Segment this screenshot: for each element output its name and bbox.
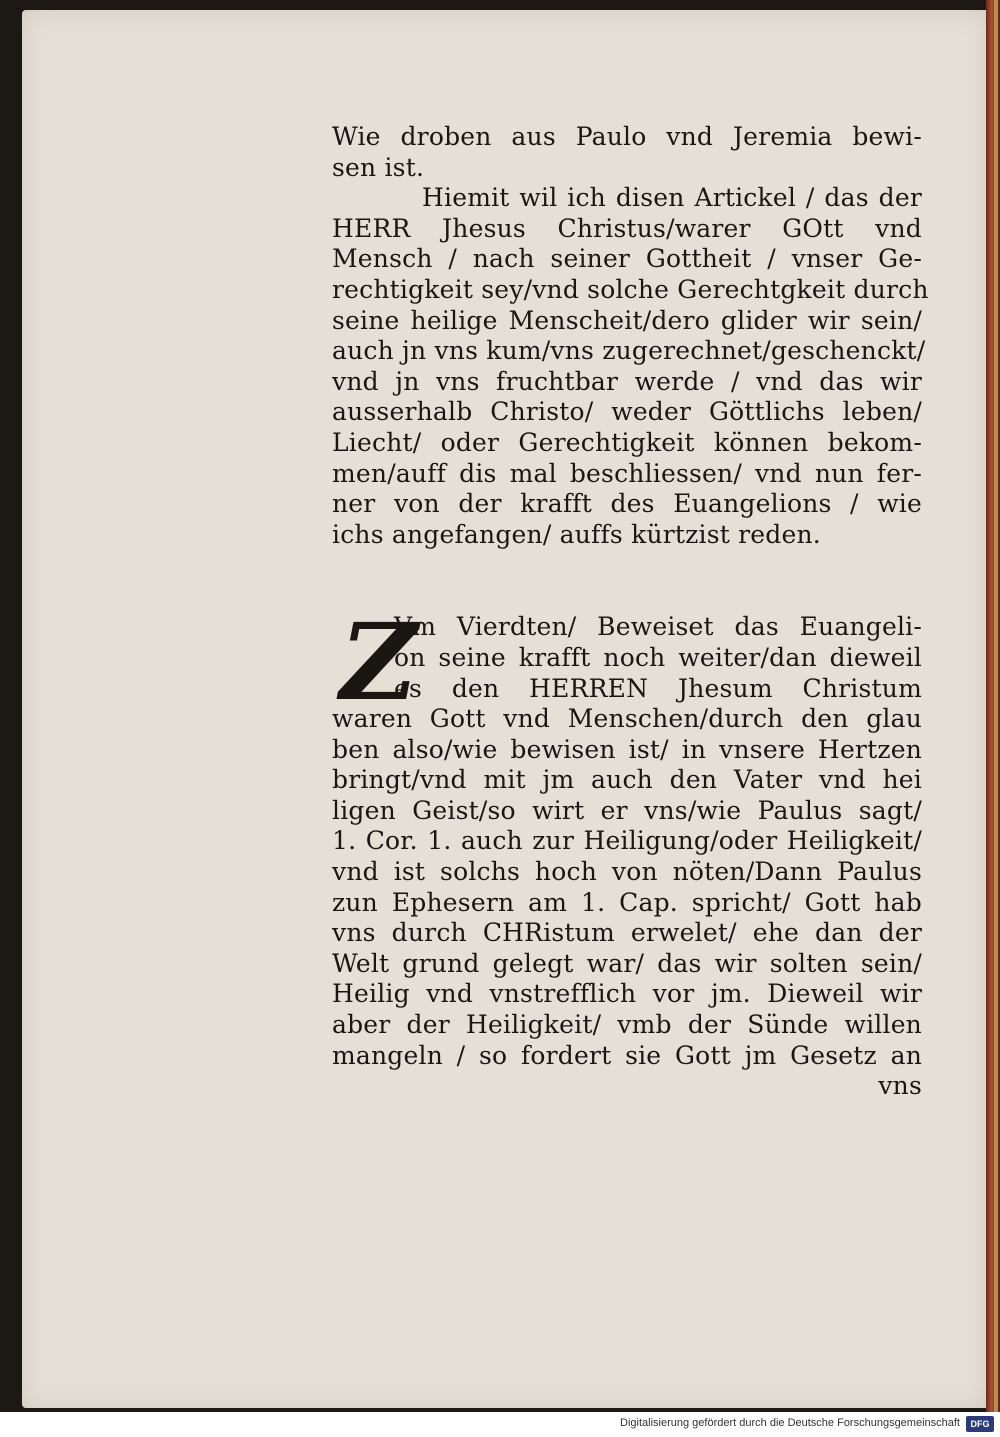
footer-bar: [0, 1412, 1000, 1437]
text-line: vnd ist solchs hoch von nöten/Dann Paulus: [332, 857, 922, 887]
text-line: ausserhalb Christo/ weder Göttlichs leben/: [332, 397, 922, 427]
text-line: Heilig vnd vnstrefflich vor jm. Dieweil wir: [332, 979, 922, 1009]
text-line: men/auff dis mal beschliessen/ vnd nun fer-: [332, 458, 922, 488]
funding-credit: Digitalisierung gefördert durch die Deutsche Forschungsgemeinschaft: [620, 1417, 960, 1429]
text-line: Welt grund gelegt war/ das wir solten sein/: [332, 948, 922, 978]
text-line: aber der Heiligkeit/ vmb der Sünde willen: [332, 1010, 922, 1040]
paragraph-2: [332, 183, 932, 550]
text-line: auch jn vns kum/vns zugerechnet/geschenckt/: [332, 336, 926, 366]
text-line: ner von der krafft des Euangelions / wie: [332, 489, 922, 519]
paragraph-3: [332, 599, 932, 1102]
text-line: on seine krafft noch weiter/dan dieweil: [394, 642, 922, 672]
drop-capital: Z: [340, 599, 418, 725]
gilt-edge: [994, 0, 998, 1412]
text-line: ichs angefangen/ auffs kürtzist reden.: [332, 519, 821, 549]
text-line: vns durch CHRistum erwelet/ ehe dan der: [332, 918, 922, 948]
text-line: bringt/vnd mit jm auch den Vater vnd hei: [332, 765, 922, 795]
text-line: ben also/wie bewisen ist/ in vnsere Hertzen: [332, 734, 922, 764]
text-line: waren Gott vnd Menschen/durch den glau: [332, 704, 922, 734]
catchword: vns: [878, 1071, 922, 1101]
text-line: ligen Geist/so wirt er vns/wie Paulus sagt/: [332, 795, 922, 825]
paragraph-1: [332, 122, 932, 183]
text-line: Wie droben aus Paulo vnd Jeremia bewi-: [332, 122, 922, 151]
text-line: Liecht/ oder Gerechtigkeit können bekom-: [332, 427, 922, 457]
page-text: [332, 122, 932, 1102]
text-line: sen ist.: [332, 152, 425, 182]
dfg-logo-icon: DFG: [966, 1416, 994, 1432]
text-line: zun Ephesern am 1. Cap. spricht/ Gott hab: [332, 887, 922, 917]
text-line: seine heilige Menscheit/dero glider wir sein/: [332, 305, 922, 335]
text-line: rechtigkeit sey/vnd solche Gerechtgkeit durch: [332, 274, 929, 304]
text-line: es den HERREN Jhesum Christum: [394, 673, 922, 703]
book-page: [22, 10, 988, 1408]
text-line: 1. Cor. 1. auch zur Heiligung/oder Heiligkeit/: [332, 826, 922, 856]
text-line: Mensch / nach seiner Gottheit / vnser Ge-: [332, 244, 922, 274]
text-line: Hiemit wil ich disen Artickel / das der: [422, 183, 922, 213]
text-line: HERR Jhesus Christus/warer GOtt vnd: [332, 213, 922, 243]
text-line: mangeln / so fordert sie Gott jm Gesetz an: [332, 1040, 922, 1070]
text-line: vnd jn vns fruchtbar werde / vnd das wir: [332, 366, 922, 396]
text-line: Vm Vierdten/ Beweiset das Euangeli-: [394, 612, 922, 642]
